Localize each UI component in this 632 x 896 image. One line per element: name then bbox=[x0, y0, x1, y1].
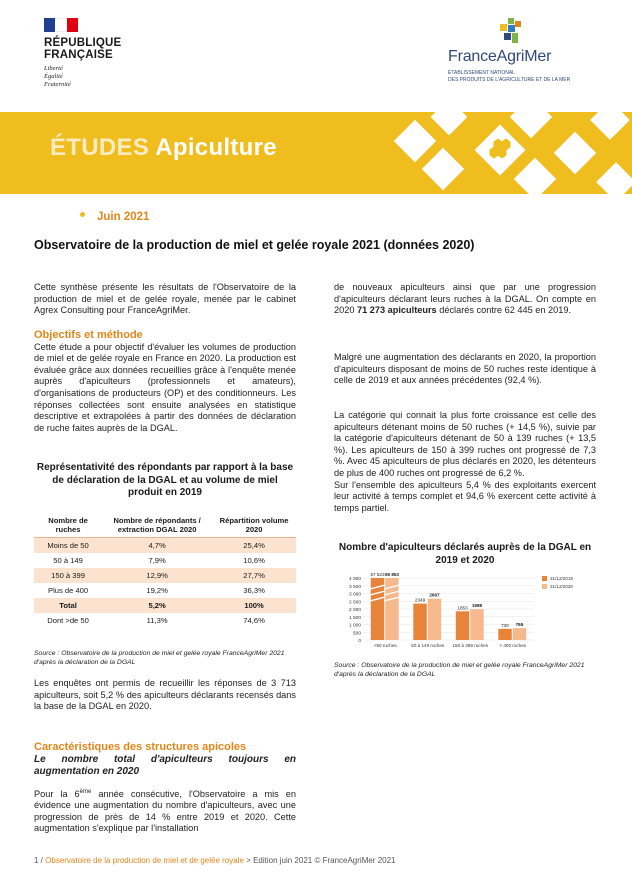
right-column-p1 bbox=[334, 282, 596, 317]
x-tick-label: 50 à 149 ruches bbox=[411, 643, 445, 648]
right-column-p2 bbox=[334, 352, 596, 387]
document-title: Observatoire de la production de miel et gelée royale 2021 (données 2020) bbox=[34, 238, 475, 252]
section-heading-structures: Caractéristiques des structures apicoles bbox=[34, 741, 247, 753]
data-label: 1853 bbox=[457, 605, 468, 611]
bar bbox=[428, 599, 441, 640]
table-cell: 10,6% bbox=[243, 556, 265, 565]
republique-francaise-logo bbox=[44, 18, 154, 89]
franceagrimer-mark-icon bbox=[500, 18, 522, 46]
table-cell: 5,2% bbox=[102, 598, 212, 613]
table-row bbox=[34, 568, 296, 583]
y-tick-label: 2 000 bbox=[348, 608, 361, 613]
bullet-icon bbox=[80, 212, 85, 217]
table-cell: 11,3% bbox=[146, 616, 168, 625]
x-tick-label: <50 ruches bbox=[373, 643, 397, 648]
left-column-structures bbox=[34, 742, 296, 835]
agency-name: FranceAgriMer bbox=[448, 48, 552, 65]
republic-name: RÉPUBLIQUE FRANÇAISE bbox=[44, 37, 122, 61]
publication-date: Juin 2021 bbox=[80, 211, 149, 223]
intro-paragraph: Cette synthèse présente les résultats de l'Observatoire de la production de miel et de gelée royale, menée par le cabinet Agrex Consulting pour FranceAgriMer. bbox=[34, 282, 296, 316]
banner-category: ÉTUDES bbox=[50, 134, 150, 161]
y-tick-label: 3 000 bbox=[348, 592, 361, 598]
table-row bbox=[34, 538, 296, 554]
section-heading-objectives: Objectifs et méthode bbox=[34, 329, 143, 341]
banner-title bbox=[50, 134, 277, 162]
legend-swatch bbox=[542, 576, 547, 581]
y-tick-label: 2 500 bbox=[348, 600, 361, 606]
honeycomb-diamonds-decoration bbox=[370, 112, 632, 194]
data-label: 57 523 bbox=[370, 572, 385, 577]
legend-label: 31/12/2019 bbox=[550, 576, 573, 581]
banner-topic: Apiculture bbox=[155, 134, 277, 161]
table-cell: Total bbox=[34, 598, 102, 613]
studies-banner bbox=[0, 112, 632, 194]
x-tick-label: 150 à 399 ruches bbox=[452, 643, 489, 648]
table-cell: 12,9% bbox=[102, 568, 212, 583]
data-label: 765 bbox=[515, 622, 524, 628]
bar bbox=[498, 629, 511, 640]
legend-swatch bbox=[542, 584, 547, 589]
agency-subtitle: ÉTABLISSEMENT NATIONAL DES PRODUITS DE L'AGRICULTURE ET DE LA MER bbox=[448, 70, 571, 83]
table-cell: 150 à 399 bbox=[34, 568, 102, 583]
activity-paragraph: Sur l'ensemble des apiculteurs 5,4 % des exploitants exercent leur activité à temps complet et 94,6 % exercent cette activité à temps partiel. bbox=[334, 479, 596, 513]
bar bbox=[456, 611, 469, 640]
table-header: Répartition volume 2020 bbox=[212, 513, 296, 538]
x-tick-label: > 400 ruches bbox=[499, 643, 527, 648]
left-column-intro bbox=[34, 282, 296, 317]
y-tick-label: 500 bbox=[352, 631, 361, 637]
responses-paragraph: Les enquêtes ont permis de recueillir les réponses de 3 713 apiculteurs, soit 5,2 % des apiculteurs déclarants recensés dans la base de la DGAL en 2020. bbox=[34, 678, 296, 712]
table-row-total bbox=[34, 598, 296, 613]
proportion-paragraph: Malgré une augmentation des déclarants en 2020, la proportion d'apiculteurs disposant de moins de 50 ruches reste identique à celle de 2019 et aux années précédentes (92,4 %). bbox=[334, 352, 596, 386]
table-cell: 36,3% bbox=[243, 586, 265, 595]
table-cell: 25,4% bbox=[212, 538, 296, 554]
right-column-p3 bbox=[334, 410, 596, 514]
chart-title: Nombre d'apiculteurs déclarés auprès de la DGAL en 2019 et 2020 bbox=[338, 542, 592, 566]
y-tick-label: 1 500 bbox=[348, 615, 361, 621]
republic-motto: Liberté Égalité Fraternité bbox=[44, 65, 71, 88]
table-cell: 19,2% bbox=[146, 586, 168, 595]
table-row bbox=[34, 553, 296, 568]
chart-source: Source : Observatoire de la production de miel et gelée royale FranceAgriMer 2021 d'après la déclaration de la DGAL bbox=[334, 662, 585, 678]
table-title: Représentativité des répondants par rapport à la base de déclaration de la DGAL et au volume de miel produit en 2019 bbox=[36, 462, 294, 498]
method-paragraph: Cette étude a pour objectif d'évaluer les volumes de production de miel et de gelée royale en France en 2020. La production est évaluée grâce aux données recueillies grâce à l'enquête menée auprès d'apiculteurs (professionnels et amateurs), d'organisations de producteurs (OP) et des conditionneurs. Les réponses collectées sont ensuite analysées en statistique descriptive et extrapolées à partir des données de déclaration de ruche faites auprès de la DGAL. bbox=[34, 341, 296, 433]
table-row bbox=[34, 583, 296, 598]
y-tick-label: 3 500 bbox=[348, 584, 361, 590]
y-tick-label: 1 000 bbox=[348, 623, 361, 629]
table-header: Nombre de ruches bbox=[34, 513, 102, 538]
table-header: Nombre de répondants / extraction DGAL 2020 bbox=[102, 513, 212, 538]
table-cell: Plus de 400 bbox=[48, 586, 89, 595]
section-subheading: Le nombre total d'apiculteurs toujours en augmentation en 2020 bbox=[34, 753, 296, 777]
y-tick-label: 4 000 bbox=[348, 577, 361, 582]
data-label: 65 853 bbox=[384, 572, 400, 577]
table-cell: 27,7% bbox=[212, 568, 296, 583]
bar bbox=[513, 628, 526, 640]
left-column-responses bbox=[34, 678, 296, 713]
left-column-method bbox=[34, 330, 296, 434]
footer-doc-name: Observatoire de la production de miel et de gelée royale bbox=[45, 856, 244, 865]
table-cell: Dont >de 50 bbox=[47, 616, 89, 625]
data-label: 1988 bbox=[471, 603, 483, 609]
beekeepers-bar-chart bbox=[334, 568, 596, 660]
table-cell: Moins de 50 bbox=[34, 538, 102, 554]
table-header-row bbox=[34, 513, 296, 538]
data-label: 2667 bbox=[429, 592, 440, 598]
growth-paragraph: La catégorie qui connait la plus forte croissance est celle des apiculteurs détenant moins de 50 ruches (+ 14,5 %), suivie par la catégorie d'apiculteurs détenant de 50 à 139 ruches (+ 13,5 %). Les apiculteurs de 150 à 399 ruches ont progressé de 7,3 %. Avec 45 apiculteurs de plus déclarés en 2020, les détenteurs de plus de 400 ruches ont progressé de 6,2 %. bbox=[334, 410, 596, 478]
page-footer bbox=[34, 856, 395, 865]
table-cell: 100% bbox=[212, 598, 296, 613]
beekeepers-count-paragraph: de nouveaux apiculteurs ainsi que par une progression d'apiculteurs déclarant leurs ruches à la DGAL. On compte en 2020 71 273 apiculteurs déclarés contre 62 445 en 2019. bbox=[334, 282, 596, 316]
structures-paragraph: Pour la 6ème année consécutive, l'Observatoire a mis en évidence une augmentation du nombre d'apiculteurs, avec une progression de près de 14 % entre 2019 et 2020. Cette augmentation s'explique par l'installation bbox=[34, 788, 296, 834]
table-cell: 74,6% bbox=[243, 616, 265, 625]
table-cell: 50 à 149 bbox=[53, 556, 83, 565]
footer-edition: > Edition juin 2021 © FranceAgriMer 2021 bbox=[246, 856, 396, 865]
representativity-table bbox=[34, 513, 296, 628]
table-source: Source : Observatoire de la production de miel et gelée royale FranceAgriMer 2021 d'après la déclaration de la DGAL bbox=[34, 650, 285, 666]
page-number: 1 / bbox=[34, 856, 43, 865]
table-cell: 4,7% bbox=[102, 538, 212, 554]
data-label: 2349 bbox=[414, 597, 426, 603]
table-cell: 7,9% bbox=[148, 556, 166, 565]
bar bbox=[413, 604, 426, 640]
legend-label: 31/12/2020 bbox=[550, 584, 573, 589]
y-tick-label: 0 bbox=[358, 639, 361, 644]
bar bbox=[470, 609, 483, 640]
data-label: 720 bbox=[501, 622, 509, 628]
table-row bbox=[34, 613, 296, 628]
french-flag-icon bbox=[44, 18, 78, 32]
